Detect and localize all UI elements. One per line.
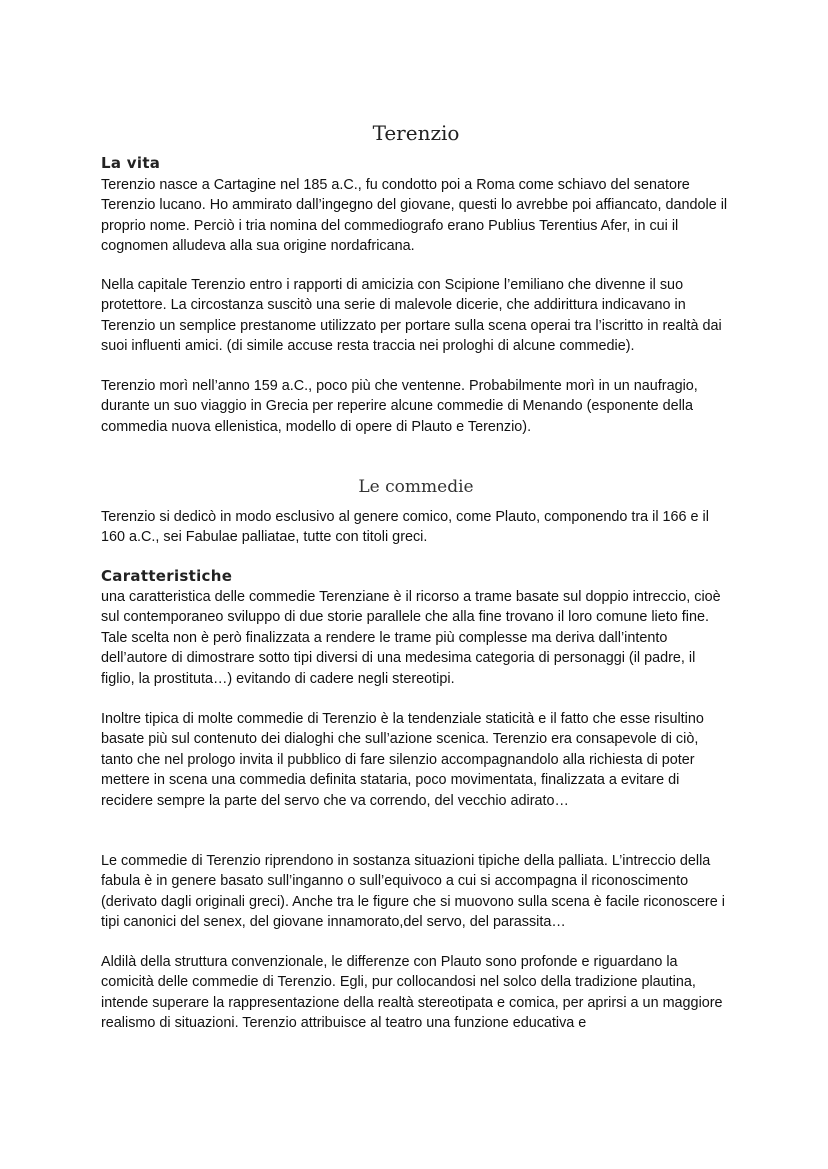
paragraph-vita-3: Terenzio morì nell’anno 159 a.C., poco più che ventenne. Probabilmente morì in un naufragio, durante un suo viaggio in Grecia per reperire alcune commedie di Menando (esponente della commedia nuova ellenistica, modello di opere di Plauto e Terenzio).	[101, 378, 698, 435]
page-title: Terenzio	[372, 121, 460, 145]
paragraph-vita-2: Nella capitale Terenzio entro i rapporti di amicizia con Scipione l’emiliano che divenne il suo protettore. La circostanza suscitò una serie di malevole dicerie, che addirittura indicavano in Terenzio un semplice prestanome utilizzato per portare sulla scena operai tra l’iscritto in realtà dai suoi influenti amici. (di simile accuse resta traccia nei prologhi di alcune commedie).	[101, 277, 722, 355]
paragraph-caratteristiche-1: una caratteristica delle commedie Terenziane è il ricorso a trame basate sul doppio intreccio, cioè sul contemporaneo sviluppo di due storie parallele che alla fine trovano il loro comune lieto fine. Tale scelta non è però finalizzata a rendere le trame più complesse ma deriva dall’intento dell’autore di dimostrare sotto tipi diversi di una medesima categoria di personaggi (il padre, il figlio, la prostituta…) evitando di cadere negli stereotipi.	[101, 589, 721, 687]
paragraph-vita-1: Terenzio nasce a Cartagine nel 185 a.C., fu condotto poi a Roma come schiavo del senatore Terenzio lucano. Ho ammirato dall’ingegno del giovane, questi lo avrebbe poi affiancato, dandole il proprio nome. Perciò i tria nomina del commediografo erano Publius Terentius Afer, in cui il cognomen alludeva alla sua origine nordafricana.	[101, 177, 728, 255]
section-heading-caratteristiche: Caratteristiche	[101, 567, 233, 585]
paragraph-caratteristiche-2: Inoltre tipica di molte commedie di Terenzio è la tendenziale staticità e il fatto che esse risultino basate più sul contenuto dei dialoghi che sull’azione scenica. Terenzio era consapevole di ciò, tanto che nel prologo invita il pubblico di fare silenzio accompagnandolo alla richiesta di poter mettere in scena una commedia definita stataria, poco movimentata, finalizzata a evitare di recidere sempre la parte del servo che va correndo, del vecchio adirato…	[101, 711, 704, 809]
section-heading-la-vita: La vita	[101, 154, 161, 172]
paragraph-caratteristiche-4: Aldilà della struttura convenzionale, le differenze con Plauto sono profonde e riguardano la comicità delle commedie di Terenzio. Egli, pur collocandosi nel solco della tradizione plautina, intende superare la rappresentazione della realtà stereotipata e comica, per aprirsi a un maggiore realismo di situazioni. Terenzio attribuisce al teatro una funzione educativa e	[101, 954, 723, 1032]
paragraph-caratteristiche-3: Le commedie di Terenzio riprendono in sostanza situazioni tipiche della palliata. L’intreccio della fabula è in genere basato sull’inganno o sull’equivoco a cui si accompagna il riconoscimento (derivato dagli originali greci). Anche tra le figure che si muovono sulla scena è facile riconoscere i tipi canonici del senex, del giovane innamorato,del servo, del parassita…	[101, 853, 725, 931]
paragraph-commedie-intro: Terenzio si dedicò in modo esclusivo al genere comico, come Plauto, componendo tra il 166 e il 160 a.C., sei Fabulae palliatae, tutte con titoli greci.	[101, 509, 709, 546]
section-title-le-commedie: Le commedie	[358, 477, 474, 497]
